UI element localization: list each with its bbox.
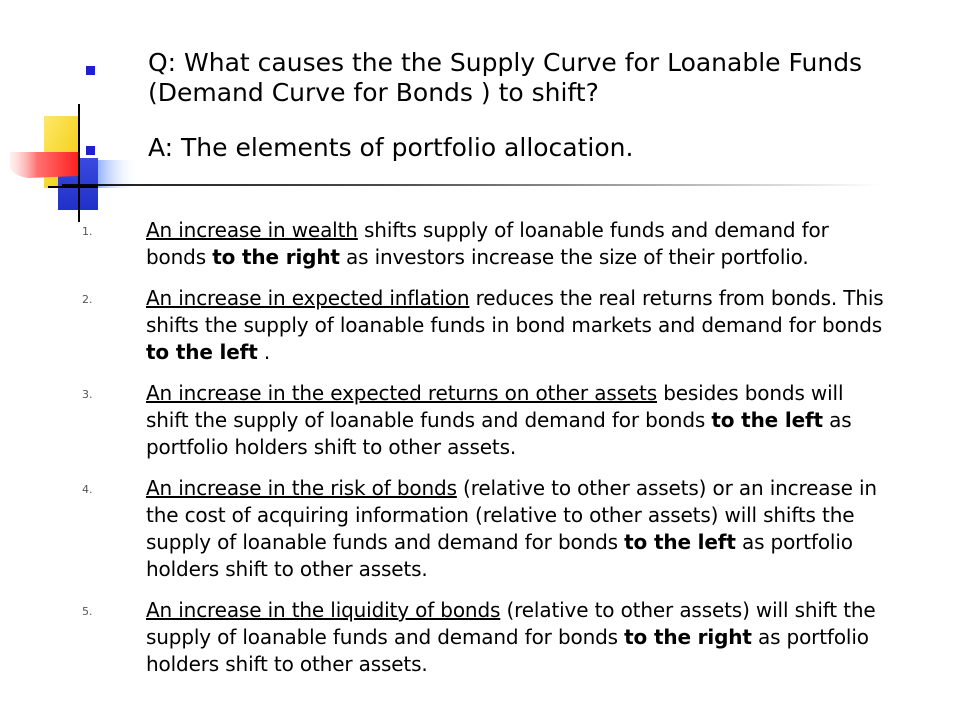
red-shape — [10, 152, 78, 178]
item-text — [146, 598, 876, 676]
list-item — [0, 475, 886, 583]
item-body-a: reduces the real returns from bonds. This shifts the supply of loanable funds in bond markets and demand for bonds — [146, 286, 884, 337]
item-body-b: as investors increase the size of their portfolio. — [339, 245, 809, 269]
item-body-b: . — [257, 340, 271, 364]
item-underlined: An increase in expected inflation — [146, 286, 470, 310]
list-item — [0, 217, 886, 271]
item-underlined: An increase in the liquidity of bonds — [146, 598, 501, 622]
item-body-b: as portfolio holders shift to other assets. — [146, 530, 853, 581]
item-number: 5. — [82, 605, 93, 618]
item-body-a: (relative to other assets) will shift the supply of loanable funds and demand for bonds — [146, 598, 876, 649]
item-body-a: shifts supply of loanable funds and demand for bonds — [146, 218, 829, 269]
list-item — [0, 285, 886, 366]
item-number: 1. — [82, 225, 93, 238]
item-text — [146, 476, 877, 581]
item-bold: to the left — [711, 408, 823, 432]
item-bold: to the left — [146, 340, 258, 364]
item-underlined: An increase in the expected returns on other assets — [146, 381, 657, 405]
list-item — [0, 380, 886, 461]
item-text — [146, 218, 829, 269]
item-number: 2. — [82, 293, 93, 306]
numbered-list — [0, 217, 960, 692]
item-bold: to the right — [212, 245, 340, 269]
answer-bullet — [86, 146, 95, 155]
corner-decoration — [0, 0, 140, 230]
item-number: 4. — [82, 483, 93, 496]
horizontal-line — [48, 186, 98, 188]
item-underlined: An increase in wealth — [146, 218, 358, 242]
list-item — [0, 597, 886, 678]
item-number: 3. — [82, 388, 93, 401]
item-text — [146, 381, 852, 459]
divider-rule — [62, 184, 882, 186]
question-text: Q: What causes the the Supply Curve for Loanable Funds (Demand Curve for Bonds ) to shift? — [148, 48, 863, 107]
item-bold: to the right — [624, 625, 752, 649]
item-body-b: as portfolio holders shift to other assets. — [146, 408, 852, 459]
vertical-line — [78, 104, 80, 222]
item-body-b: as portfolio holders shift to other assets. — [146, 625, 869, 676]
item-bold: to the left — [624, 530, 736, 554]
item-body-a: besides bonds will shift the supply of loanable funds and demand for bonds — [146, 381, 844, 432]
item-text — [146, 286, 884, 364]
question-bullet — [86, 66, 95, 75]
item-body-a: (relative to other assets) or an increase in the cost of acquiring information (relative to other assets) will shifts the supply of loanable funds and demand for bonds — [146, 476, 877, 554]
answer-text: A: The elements of portfolio allocation. — [148, 133, 634, 162]
item-underlined: An increase in the risk of bonds — [146, 476, 457, 500]
